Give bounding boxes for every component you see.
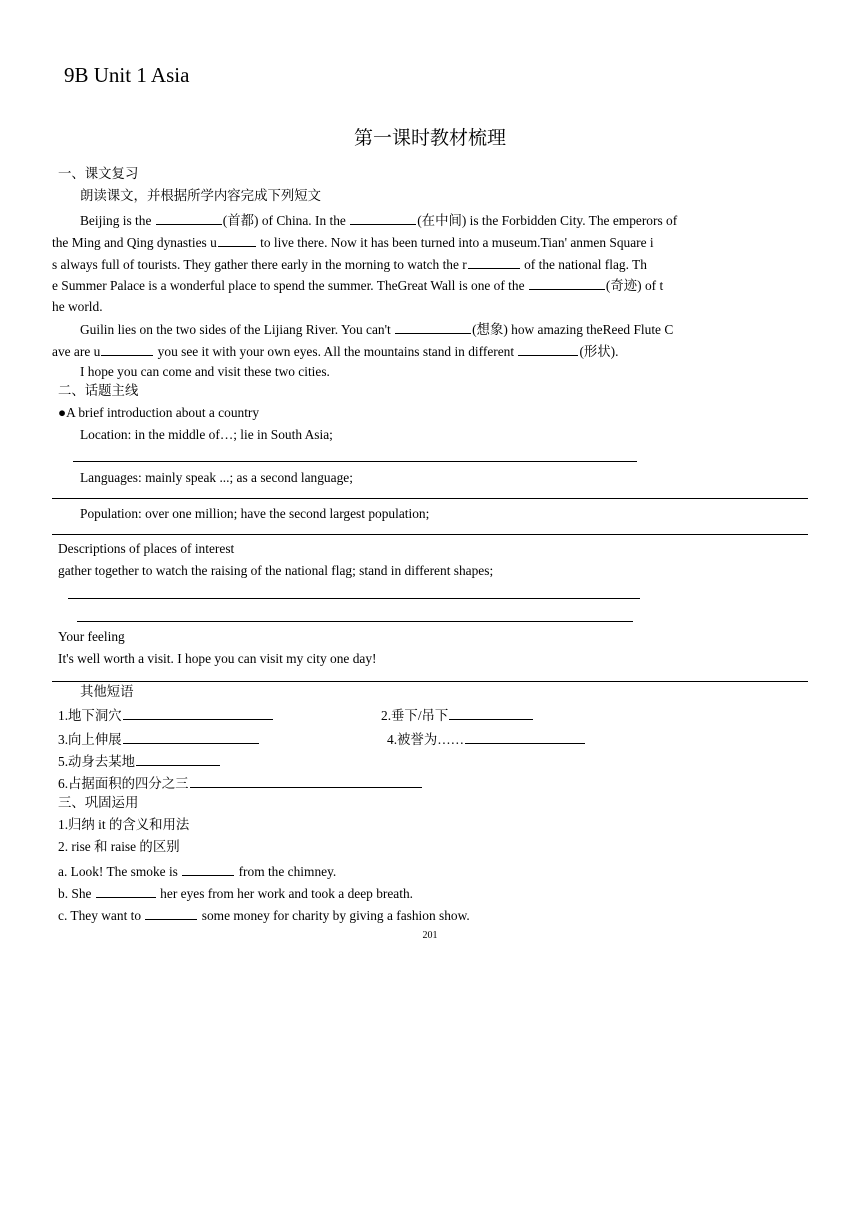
phrase-5: 5.动身去某地	[58, 753, 221, 768]
answer-line[interactable]	[68, 598, 640, 599]
blank-center[interactable]	[350, 212, 416, 225]
blank-phrase-6[interactable]	[190, 775, 422, 788]
blank-phrase-3[interactable]	[123, 731, 259, 744]
location-line: Location: in the middle of…; lie in South Asia;	[80, 427, 333, 442]
passage1-line3: s always full of tourists. They gather there early in the morning to watch the r of the national flag. Th	[52, 257, 647, 272]
passage1-line5: he world.	[52, 299, 103, 314]
item-2: 2. rise 和 raise 的区别	[58, 839, 180, 854]
descriptions-line: Descriptions of places of interest	[58, 541, 235, 556]
phrase-6: 6.占据面积的四分之三	[58, 775, 423, 790]
section1-title: 一、课文复习	[58, 166, 139, 181]
country-intro: ●A brief introduction about a country	[58, 405, 260, 420]
divider	[52, 534, 808, 535]
phrase-4: 4.被誉为……	[387, 731, 586, 746]
blank-used[interactable]	[218, 234, 256, 247]
passage1-line2: the Ming and Qing dynasties u to live there. Now it has been turned into a museum.Tian' anmen Square i	[52, 235, 654, 250]
exercise-b: b. She her eyes from her work and took a deep breath.	[58, 886, 414, 901]
blank-wonders[interactable]	[529, 277, 605, 290]
passage1-line1: Beijing is the (首都) of China. In the (在中间) is the Forbidden City. The emperors of	[80, 213, 678, 228]
blank-phrase-4[interactable]	[465, 731, 585, 744]
blank-unless[interactable]	[101, 343, 153, 356]
phrase-3: 3.向上伸展	[58, 731, 260, 746]
section3-title: 三、巩固运用	[58, 796, 139, 811]
exercise-a: a. Look! The smoke is from the chimney.	[58, 864, 337, 879]
answer-line[interactable]	[73, 461, 637, 462]
document-title: 9B Unit 1 Asia	[64, 63, 190, 87]
item-1: 1.归纳 it 的含义和用法	[58, 817, 190, 832]
divider	[52, 498, 808, 499]
blank-capital[interactable]	[156, 212, 222, 225]
exercise-c: c. They want to some money for charity by giving a fashion show.	[58, 908, 470, 923]
blank-exercise-a[interactable]	[182, 863, 234, 876]
population-line: Population: over one million; have the second largest population;	[80, 506, 430, 521]
blank-imagine[interactable]	[395, 321, 471, 334]
passage2-line2: ave are u you see it with your own eyes. All the mountains stand in different (形状).	[52, 344, 619, 359]
page-number: 201	[422, 930, 438, 941]
worth-line: It's well worth a visit. I hope you can visit my city one day!	[58, 651, 377, 666]
passage1-line4: e Summer Palace is a wonderful place to spend the summer. TheGreat Wall is one of the (奇迹) of t	[52, 278, 664, 293]
gather-line: gather together to watch the raising of the national flag; stand in different shapes;	[58, 563, 494, 578]
passage2-line1: Guilin lies on the two sides of the Lijiang River. You can't (想象) how amazing theReed Flute C	[80, 322, 674, 337]
blank-phrase-5[interactable]	[136, 753, 220, 766]
divider	[52, 681, 808, 682]
lesson-heading: 第一课时教材梳理	[353, 127, 506, 149]
blank-phrase-2[interactable]	[449, 707, 533, 720]
feeling-line: Your feeling	[58, 629, 125, 644]
phrase-2: 2.垂下/吊下	[381, 707, 534, 722]
section1-instruction: 朗读课文，并根据所学内容完成下列短文	[80, 188, 322, 203]
blank-raising[interactable]	[468, 256, 520, 269]
blank-shapes[interactable]	[518, 343, 578, 356]
blank-phrase-1[interactable]	[123, 707, 273, 720]
blank-exercise-b[interactable]	[96, 885, 156, 898]
phrase-1: 1.地下洞穴	[58, 707, 274, 722]
section2-title: 二、话题主线	[58, 383, 139, 398]
languages-line: Languages: mainly speak ...; as a second language;	[80, 470, 353, 485]
blank-exercise-c[interactable]	[145, 907, 197, 920]
other-phrases-title: 其他短语	[80, 684, 134, 699]
answer-line[interactable]	[77, 621, 633, 622]
passage3: I hope you can come and visit these two cities.	[80, 364, 330, 379]
